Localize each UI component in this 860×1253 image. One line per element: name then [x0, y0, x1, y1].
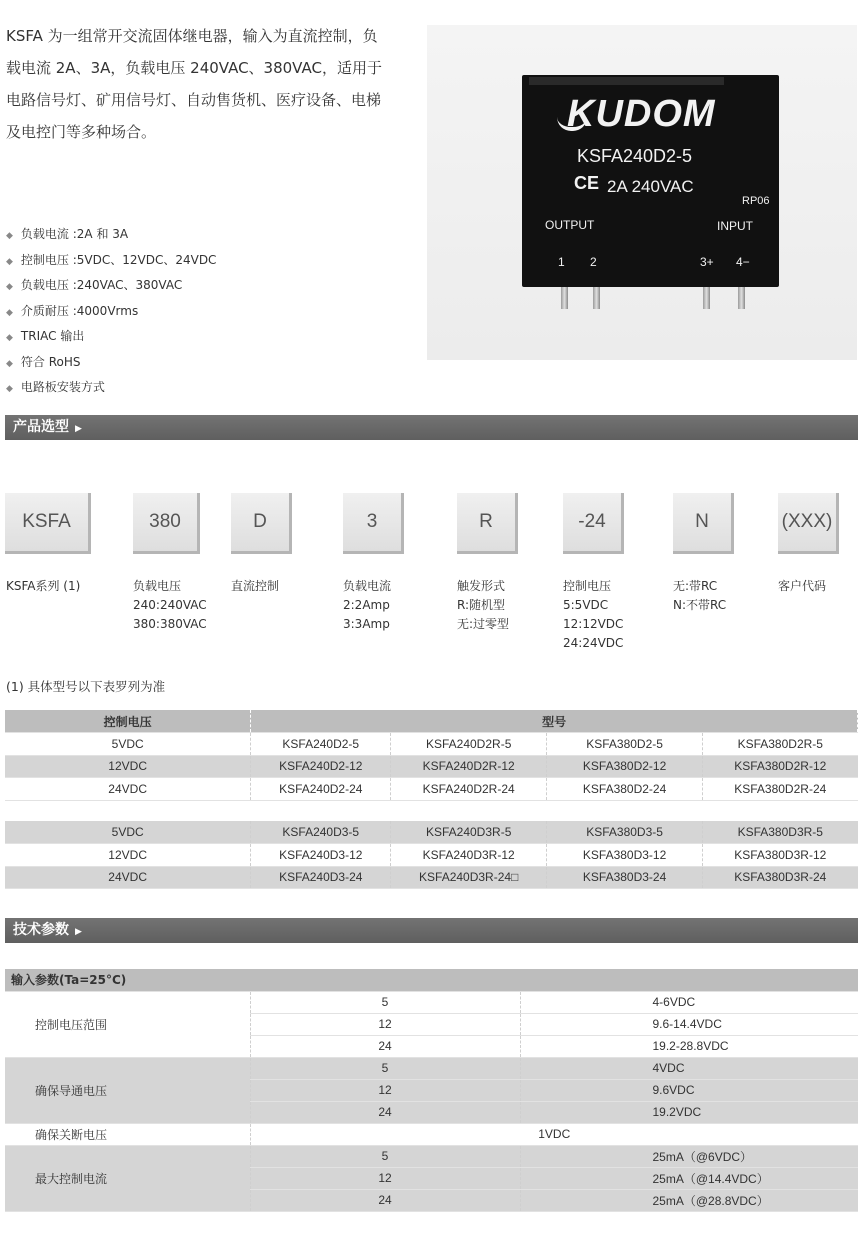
selection-code-description [6, 577, 80, 596]
product-photo [427, 25, 857, 360]
section-tech-title: 技术参数 [13, 922, 69, 938]
model-cell: KSFA380D3R-12 [703, 844, 858, 867]
control-voltage-cell: 24VDC [5, 866, 251, 889]
intro-paragraph: KSFA 为一组常开交流固体继电器，输入为直流控制，负载电流 2A、3A，负载电压 240VAC、380VAC，适用于电路信号灯、矿用信号灯、自动售货机、医疗设备、电梯及电控门等多种场合。 [6, 27, 382, 141]
table-spacer-row [5, 800, 858, 821]
param-value: 4-6VDC [520, 991, 858, 1013]
model-table [5, 710, 858, 889]
selection-code-description-line: 380:380VAC [133, 617, 207, 631]
selection-code-description-line: 触发形式 [457, 579, 506, 593]
param-control-voltage: 12 [250, 1079, 520, 1101]
selection-code-description-line: 240:240VAC [133, 598, 207, 612]
feature-text: 介质耐压 :4000Vrms [20, 303, 139, 318]
selection-code-description-line: 24:24VDC [563, 636, 624, 650]
param-row [5, 1123, 858, 1145]
selection-code-description-line: 负载电流 [343, 579, 392, 593]
model-cell: KSFA380D3R-5 [703, 821, 858, 844]
param-value: 25mA（@28.8VDC） [520, 1189, 858, 1211]
param-value: 25mA（@14.4VDC） [520, 1167, 858, 1189]
feature-list [6, 222, 216, 401]
table-row [5, 866, 858, 889]
param-row [5, 991, 858, 1013]
selection-code-description [457, 577, 509, 634]
selection-code-box: 3 [343, 493, 404, 554]
model-cell: KSFA240D2R-5 [391, 733, 547, 756]
selection-code-description-line: 客户代码 [778, 579, 827, 593]
diamond-bullet-icon: ◆ [6, 231, 13, 241]
selection-code-description [231, 577, 279, 596]
pin-3 [703, 287, 710, 309]
model-cell: KSFA240D3R-24□ [391, 866, 547, 889]
header-model: 型号 [251, 710, 858, 733]
param-value: 1VDC [250, 1123, 858, 1145]
table-row [5, 733, 858, 756]
param-name: 控制电压范围 [5, 991, 250, 1057]
param-control-voltage: 24 [250, 1035, 520, 1057]
selection-code-description-line: 3:3Amp [343, 617, 390, 631]
table-row [5, 755, 858, 778]
relay-model: KSFA240D2-5 [577, 146, 693, 166]
diamond-bullet-icon: ◆ [6, 384, 13, 394]
feature-item [6, 273, 216, 299]
selection-code-description-line: 12:12VDC [563, 617, 624, 631]
param-control-voltage: 5 [250, 1145, 520, 1167]
selection-code-description-line: 控制电压 [563, 579, 612, 593]
selection-code-description [343, 577, 391, 634]
feature-item [6, 375, 216, 401]
relay-rating: 2A 240VAC [607, 177, 694, 196]
feature-text: 负载电流 :2A 和 3A [20, 227, 129, 241]
selection-code-description-line: R:随机型 [457, 598, 506, 612]
model-cell: KSFA240D2R-24 [391, 778, 547, 801]
model-cell: KSFA380D2R-5 [703, 733, 858, 756]
selection-code-box: KSFA [5, 493, 91, 554]
selection-code-description-line: 直流控制 [231, 579, 280, 593]
diamond-bullet-icon: ◆ [6, 358, 13, 369]
selection-code-description [778, 577, 826, 596]
param-name: 确保关断电压 [5, 1123, 250, 1145]
feature-item [6, 222, 216, 248]
param-value: 9.6-14.4VDC [520, 1013, 858, 1035]
param-control-voltage: 12 [250, 1167, 520, 1189]
model-cell: KSFA380D2-5 [547, 733, 703, 756]
selection-code-box: D [231, 493, 292, 554]
selection-code-description [673, 577, 726, 615]
selection-code-description-line: 无:带RC [673, 579, 718, 593]
model-cell: KSFA240D2R-12 [391, 755, 547, 778]
relay-rp: RP06 [742, 195, 770, 207]
pin-3-label: 3+ [700, 255, 714, 269]
section-selection-header [5, 415, 858, 440]
diamond-bullet-icon: ◆ [6, 333, 13, 343]
param-value: 19.2VDC [520, 1101, 858, 1123]
control-voltage-cell: 12VDC [5, 755, 251, 778]
param-row [5, 1145, 858, 1167]
relay-top-edge [529, 77, 724, 85]
output-label: OUTPUT [545, 218, 595, 232]
model-cell: KSFA240D3R-12 [391, 844, 547, 867]
selection-code-box: R [457, 493, 518, 554]
feature-text: TRIAC 输出 [20, 329, 85, 343]
model-cell: KSFA240D2-24 [251, 778, 391, 801]
param-control-voltage: 24 [250, 1189, 520, 1211]
param-control-voltage: 5 [250, 1057, 520, 1079]
feature-text: 负载电压 :240VAC、380VAC [20, 278, 183, 292]
pin-4 [738, 287, 745, 309]
diamond-bullet-icon: ◆ [6, 282, 13, 292]
model-cell: KSFA240D2-5 [251, 733, 391, 756]
pin-2 [593, 287, 600, 309]
ce-mark: CE [574, 173, 600, 193]
selection-code-description [133, 577, 207, 634]
param-header: 输入参数(Ta=25°C) [5, 969, 858, 991]
model-cell: KSFA380D2R-12 [703, 755, 858, 778]
param-control-voltage: 12 [250, 1013, 520, 1035]
model-cell: KSFA380D2-24 [547, 778, 703, 801]
param-control-voltage: 24 [250, 1101, 520, 1123]
selection-code-description-line: 负载电压 [133, 579, 182, 593]
model-cell: KSFA240D2-12 [251, 755, 391, 778]
input-label: INPUT [717, 219, 753, 233]
brand-logo: KUDOM [567, 93, 716, 135]
model-cell: KSFA380D3-24 [547, 866, 703, 889]
control-voltage-cell: 5VDC [5, 733, 251, 756]
diamond-bullet-icon: ◆ [6, 256, 13, 267]
selection-code-description-line: KSFA系列 (1) [6, 579, 81, 593]
feature-text: 电路板安装方式 [20, 380, 105, 394]
model-cell: KSFA380D2R-24 [703, 778, 858, 801]
model-cell: KSFA380D3-5 [547, 821, 703, 844]
feature-item [6, 350, 216, 376]
pin-4-label: 4− [736, 255, 750, 269]
model-cell: KSFA240D3-5 [251, 821, 391, 844]
param-header-row [5, 969, 858, 991]
feature-item [6, 248, 216, 274]
table-row [5, 844, 858, 867]
pin-2-label: 2 [590, 255, 597, 269]
selection-code-box: (XXX) [778, 493, 839, 554]
header-control-voltage: 控制电压 [5, 710, 251, 733]
selection-code-box: 380 [133, 493, 200, 554]
param-row [5, 1057, 858, 1079]
section-selection-title: 产品选型 [13, 419, 69, 435]
feature-item [6, 299, 216, 325]
model-cell: KSFA380D2-12 [547, 755, 703, 778]
feature-text: 符合 RoHS [20, 354, 81, 369]
param-value: 19.2-28.8VDC [520, 1035, 858, 1057]
selection-code-box: -24 [563, 493, 624, 554]
selection-code-description-line: 2:2Amp [343, 598, 390, 612]
model-cell: KSFA380D3-12 [547, 844, 703, 867]
selection-code-description-line: 5:5VDC [563, 598, 609, 612]
feature-text: 控制电压 :5VDC、12VDC、24VDC [20, 252, 217, 267]
param-table [5, 969, 858, 1212]
diamond-bullet-icon: ◆ [6, 307, 13, 318]
selection-code-box: N [673, 493, 734, 554]
model-cell: KSFA240D3R-5 [391, 821, 547, 844]
selection-code-description-line: N:不带RC [673, 598, 727, 612]
feature-item [6, 324, 216, 350]
spacer-cell [5, 800, 858, 821]
param-value: 4VDC [520, 1057, 858, 1079]
selection-code-description-line: 无:过零型 [457, 617, 510, 631]
param-control-voltage: 5 [250, 991, 520, 1013]
triangle-right-icon: ▶ [75, 927, 82, 937]
param-value: 25mA（@6VDC） [520, 1145, 858, 1167]
model-cell: KSFA240D3-12 [251, 844, 391, 867]
param-name: 最大控制电流 [5, 1145, 250, 1211]
selection-code-description [563, 577, 623, 653]
pin-1-label: 1 [558, 255, 565, 269]
param-name: 确保导通电压 [5, 1057, 250, 1123]
control-voltage-cell: 5VDC [5, 821, 251, 844]
table-row [5, 821, 858, 844]
control-voltage-cell: 12VDC [5, 844, 251, 867]
triangle-right-icon: ▶ [75, 424, 82, 434]
section-tech-header [5, 918, 858, 943]
model-cell: KSFA380D3R-24 [703, 866, 858, 889]
model-cell: KSFA240D3-24 [251, 866, 391, 889]
pin-1 [561, 287, 568, 309]
param-value: 9.6VDC [520, 1079, 858, 1101]
selection-note: (1) 具体型号以下表罗列为准 [6, 679, 166, 694]
control-voltage-cell: 24VDC [5, 778, 251, 801]
table-row [5, 778, 858, 801]
